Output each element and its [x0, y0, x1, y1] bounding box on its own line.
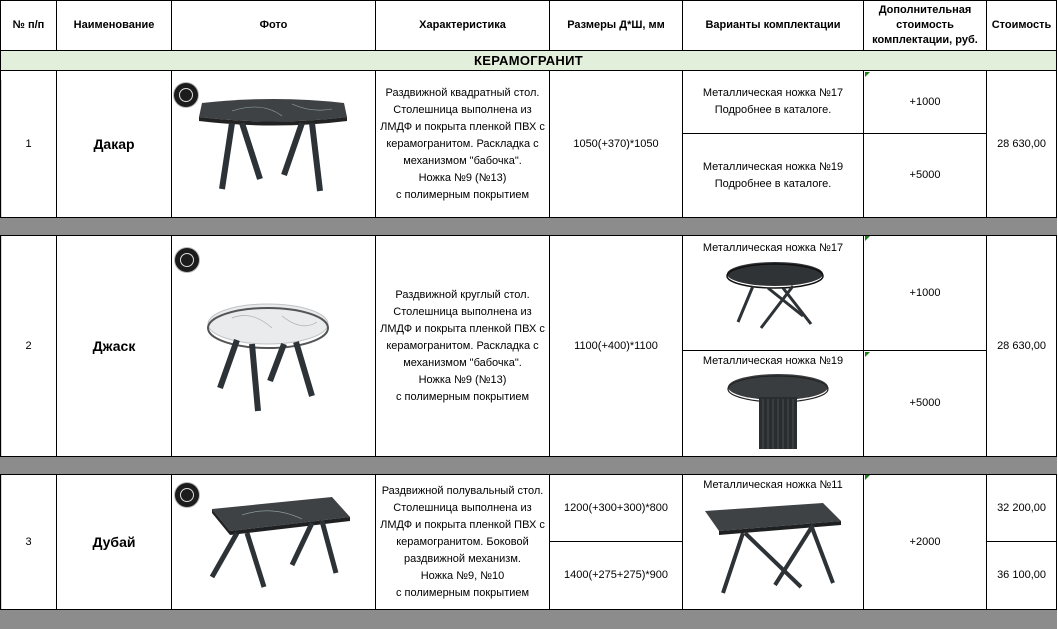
category-row: КЕРАМОГРАНИТ — [0, 51, 1057, 71]
leg-19-image — [683, 351, 864, 457]
row-3-cost-2: 36 100,00 — [987, 542, 1057, 610]
table-dakar-image — [172, 71, 376, 218]
row-1-option-2: Металлическая ножка №19 Подробнее в каталоге. — [683, 134, 864, 218]
row-1-description: Раздвижной квадратный стол. Столешница выполнена из ЛМДФ и покрыта пленкой ПВХ с керамогранитом. Раскладка с механизмом "бабочка". Ножка №9 (№13) с полимерным покрытием — [376, 71, 550, 218]
header-num: № п/п — [0, 0, 57, 51]
row-3-name: Дубай — [57, 474, 172, 610]
row-2-option-2 — [683, 351, 864, 457]
table-jask-image — [172, 236, 376, 458]
row-2-option-1 — [683, 235, 864, 351]
header-extra-cost: Дополнительная стоимость комплектации, руб. — [864, 0, 987, 51]
row-3-num: 3 — [0, 474, 57, 610]
row-2-extra-1: +1000 — [864, 235, 987, 351]
row-1-photo — [172, 71, 376, 218]
row-2-option-1-label: Металлическая ножка №17 — [702, 242, 844, 254]
header-spec: Характеристика — [376, 0, 550, 51]
row-1-num: 1 — [0, 71, 57, 218]
row-3-option-1 — [683, 474, 864, 610]
row-2-num: 2 — [0, 235, 57, 457]
row-3-description: Раздвижной полувальный стол. Столешница выполнена из ЛМДФ и покрыта пленкой ПВХ с керамогранитом. Боковой раздвижной механизм. Ножка №9, №10 с полимерным покрытием — [376, 474, 550, 610]
row-separator — [0, 610, 1057, 629]
row-2-cost: 28 630,00 — [987, 235, 1057, 457]
row-2-option-2-label: Металлическая ножка №19 — [702, 355, 844, 367]
leg-17-image — [683, 236, 864, 352]
comment-marker — [865, 352, 870, 357]
row-3-photo — [172, 474, 376, 610]
row-separator — [0, 218, 1057, 235]
row-3-option-1-label: Металлическая ножка №11 — [703, 479, 843, 491]
row-2-photo — [172, 235, 376, 457]
row-2-name: Джаск — [57, 235, 172, 457]
row-1-option-1: Металлическая ножка №17 Подробнее в каталоге. — [683, 71, 864, 134]
row-1-extra-1: +1000 — [864, 71, 987, 134]
comment-marker — [865, 72, 870, 77]
leg-11-image — [683, 475, 864, 611]
row-separator — [0, 457, 1057, 474]
row-3-cost-1: 32 200,00 — [987, 474, 1057, 542]
header-options: Варианты комплектации — [683, 0, 864, 51]
row-2-size: 1100(+400)*1100 — [550, 235, 683, 457]
header-size: Размеры Д*Ш, мм — [550, 0, 683, 51]
row-2-description: Раздвижной круглый стол. Столешница выполнена из ЛМДФ и покрыта пленкой ПВХ с керамогранитом. Раскладка с механизмом "бабочка". Ножка №9 (№13) с полимерным покрытием — [376, 235, 550, 457]
row-2-extra-2: +5000 — [864, 351, 987, 457]
header-cost: Стоимость — [987, 0, 1057, 51]
header-name: Наименование — [57, 0, 172, 51]
row-3-extra: +2000 — [864, 474, 987, 610]
row-1-name: Дакар — [57, 71, 172, 218]
row-1-size: 1050(+370)*1050 — [550, 71, 683, 218]
row-1-extra-2: +5000 — [864, 134, 987, 218]
comment-marker — [865, 475, 870, 480]
header-photo: Фото — [172, 0, 376, 51]
comment-marker — [865, 236, 870, 241]
row-3-size-2: 1400(+275+275)*900 — [550, 542, 683, 610]
table-dubai-image — [172, 475, 376, 611]
row-1-cost: 28 630,00 — [987, 71, 1057, 218]
row-3-size-1: 1200(+300+300)*800 — [550, 474, 683, 542]
